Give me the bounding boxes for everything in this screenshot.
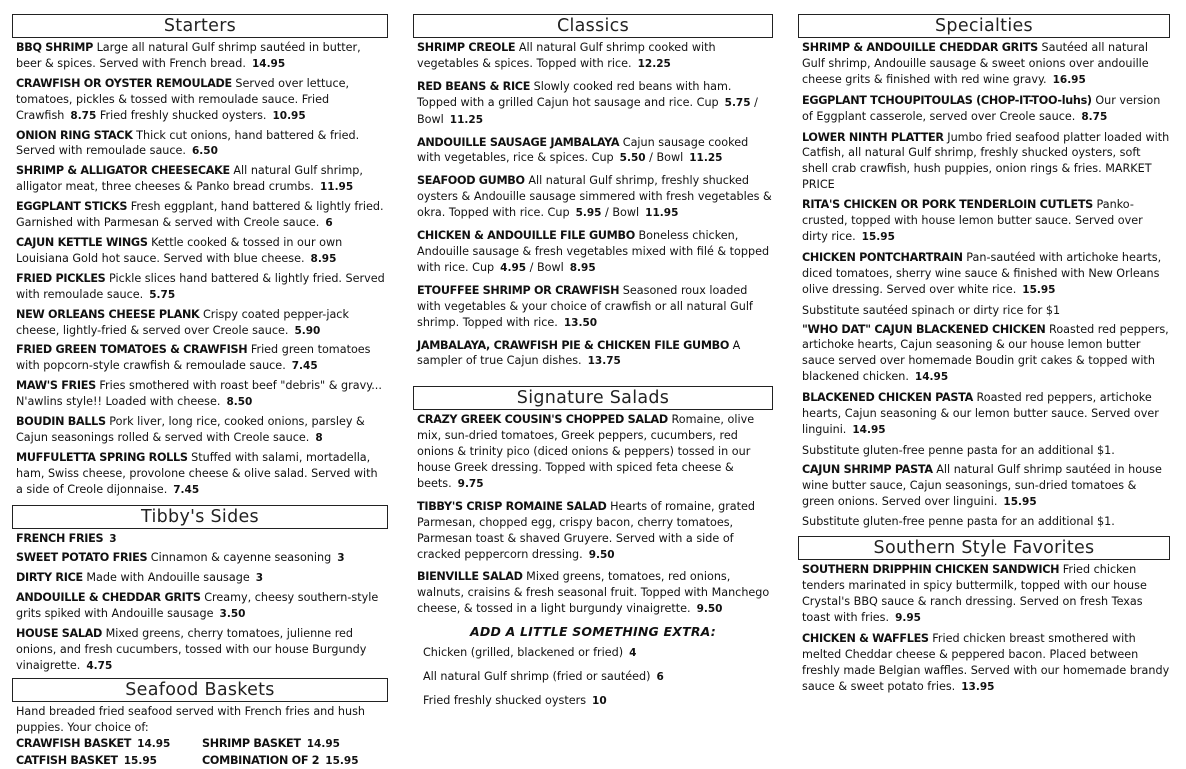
menu-item xyxy=(16,271,388,304)
menu-item xyxy=(802,40,1170,89)
item-desc: Served over lettuce, tomatoes, pickles & tossed with remoulade sauce. Fried Crawfish xyxy=(16,76,350,122)
item-name: FRIED GREEN TOMATOES & CRAWFISH xyxy=(16,343,248,357)
item-desc-2: / Bowl xyxy=(417,95,758,126)
item-price: 14.95 xyxy=(914,371,949,384)
item-desc: Fried green tomatoes with popcorn-style crawfish & remoulade sauce. xyxy=(16,343,371,373)
item-price: 5.95 xyxy=(575,207,602,220)
item-name: BBQ SHRIMP xyxy=(16,41,93,54)
salads-header: Signature Salads xyxy=(413,386,773,410)
menu-item xyxy=(417,135,773,168)
menu-item xyxy=(16,414,388,447)
item-desc: Fried chicken breast smothered with melted Cheddar cheese & peppered bacon. Placed between freshly made Belgian waffles. Served with our homemade brandy sauce & sweet potato fries. xyxy=(802,632,1170,693)
basket-name: CATFISH BASKET xyxy=(16,753,118,767)
item-price: 8.75 xyxy=(70,109,97,122)
menu-item xyxy=(16,163,388,196)
menu-item xyxy=(16,342,388,375)
menu-item xyxy=(417,569,773,618)
item-name: HOUSE SALAD xyxy=(16,627,103,641)
southern-header: Southern Style Favorites xyxy=(798,536,1170,560)
extra-price: 6 xyxy=(656,671,664,684)
item-price: 13.50 xyxy=(563,316,598,329)
menu-item xyxy=(417,338,773,371)
item-name: CAJUN SHRIMP PASTA xyxy=(802,462,933,476)
column-left xyxy=(12,14,388,769)
menu-item xyxy=(16,626,388,675)
item-desc: Fries smothered with roast beef "debris" & gravy... N'awlins style!! Loaded with cheese. xyxy=(16,379,382,409)
menu-item xyxy=(16,76,388,125)
menu-item xyxy=(16,199,388,232)
extra-price: 4 xyxy=(629,647,637,660)
item-name: SEAFOOD GUMBO xyxy=(417,174,525,188)
menu-item xyxy=(417,79,773,129)
item-desc: Our version of Eggplant casserole, served over Creole sauce. xyxy=(802,93,1161,123)
menu-item xyxy=(417,412,773,493)
item-name: SHRIMP & ALLIGATOR CHEESECAKE xyxy=(16,164,230,178)
item-name: CHICKEN & ANDOUILLE FILE GUMBO xyxy=(417,229,635,243)
item-name: NEW ORLEANS CHEESE PLANK xyxy=(16,307,200,321)
item-desc: Romaine, olive mix, sun-dried tomatoes, Greek peppers, cucumbers, red onions & trinity pico (diced onions & peppers) tossed in our house Greek dressing. Topped with spiced feta cheese & beets. xyxy=(417,413,755,490)
extra-label: Fried freshly shucked oysters xyxy=(423,694,587,708)
column-middle xyxy=(413,14,773,716)
classics-header: Classics xyxy=(413,14,773,38)
menu-item xyxy=(16,531,388,548)
item-name: RED BEANS & RICE xyxy=(417,79,531,93)
extras-title: ADD A LITTLE SOMETHING EXTRA: xyxy=(470,624,716,640)
item-price: 5.75 xyxy=(724,96,751,109)
menu-item xyxy=(417,40,773,73)
item-price: 4.75 xyxy=(86,659,113,672)
item-desc: Large all natural Gulf shrimp sautéed in butter, beer & spices. Served with French bread. xyxy=(16,41,361,70)
item-desc: Jumbo fried seafood platter loaded with Catfish, all natural Gulf shrimp, freshly shucked oysters, soft shell crab crawfish, hush puppies, onion rings & fries. MARKET PRICE xyxy=(802,130,1170,192)
item-desc: Pork liver, long rice, cooked onions, parsley & Cajun seasonings rolled & served with Creole sauce. xyxy=(16,415,365,444)
item-price-2: 8.95 xyxy=(569,261,596,274)
item-price: 12.25 xyxy=(637,57,671,70)
basket-price: 14.95 xyxy=(137,737,171,750)
item-desc: Kettle cooked & tossed in our own Louisiana Gold hot sauce. Served with blue cheese. xyxy=(16,235,343,265)
menu-item xyxy=(802,93,1170,126)
seafood-intro: Hand breaded fried seafood served with French fries and hush puppies. Your choice of: xyxy=(16,704,366,734)
item-desc: Sautéed all natural Gulf shrimp, Andouille sausage & sweet onions over andouille cheese grits & finished with red wine gravy. xyxy=(802,41,1149,86)
basket-item xyxy=(16,736,202,753)
item-price-2: 10.95 xyxy=(272,109,306,122)
item-desc: Mixed greens, cherry tomatoes, julienne red onions, and fresh cucumbers, tossed with our house Burgundy vinaigrette. xyxy=(16,627,367,672)
item-name: "WHO DAT" CAJUN BLACKENED CHICKEN xyxy=(802,322,1046,336)
item-note: Substitute gluten-free penne pasta for an additional $1. xyxy=(802,515,1115,529)
item-desc: Boneless chicken, Andouille sausage & fresh vegetables mixed with filé & topped with rice. Cup xyxy=(417,229,770,274)
item-desc: A sampler of true Cajun dishes. xyxy=(417,338,741,368)
item-name: BLACKENED CHICKEN PASTA xyxy=(802,391,973,405)
item-desc: Panko-crusted, topped with house lemon butter sauce. Served over dirty rice. xyxy=(802,198,1143,243)
item-name: MAW'S FRIES xyxy=(16,379,96,393)
item-name: CHICKEN PONTCHARTRAIN xyxy=(802,250,963,264)
item-price: 13.95 xyxy=(961,680,995,693)
menu-item xyxy=(802,130,1170,194)
item-desc: Pickle slices hand battered & lightly fried. Served with remoulade sauce. xyxy=(16,271,385,301)
menu-item xyxy=(802,197,1170,246)
menu-item xyxy=(16,307,388,340)
menu-item xyxy=(802,250,1170,299)
extra-price: 10 xyxy=(592,695,607,708)
item-name: SWEET POTATO FRIES xyxy=(16,551,148,565)
item-desc: Crispy coated pepper-jack cheese, lightly-fried & served over Creole sauce. xyxy=(16,307,349,337)
item-price: 6.50 xyxy=(191,145,218,158)
item-price: 14.95 xyxy=(251,57,286,70)
item-name: CHICKEN & WAFFLES xyxy=(802,632,929,645)
item-price: 5.90 xyxy=(294,324,321,337)
item-desc: Roasted red peppers, artichoke hearts, Cajun seasoning & our house lemon butter sauce served over homemade Boudin grit cakes & topped with blackened chicken. xyxy=(802,322,1169,384)
item-name: BIENVILLE SALAD xyxy=(417,570,523,584)
item-name: ANDOUILLE SAUSAGE JAMBALAYA xyxy=(417,135,620,149)
menu-item xyxy=(16,235,388,268)
item-name: SOUTHERN DRIPPHIN CHICKEN SANDWICH xyxy=(802,563,1060,577)
item-price: 8.95 xyxy=(310,252,337,265)
basket-item xyxy=(202,736,388,753)
item-price: 3 xyxy=(337,552,345,565)
basket-list xyxy=(16,736,388,769)
item-note: Substitute sautéed spinach or dirty rice for $1 xyxy=(802,303,1061,317)
menu-item xyxy=(417,228,773,277)
item-desc-2: Fried freshly shucked oysters. xyxy=(99,108,267,122)
item-price: 16.95 xyxy=(1052,73,1086,86)
sides-header: Tibby's Sides xyxy=(12,505,388,529)
menu-item xyxy=(417,283,773,332)
item-desc: Stuffed with salami, mortadella, ham, Swiss cheese, provolone cheese & olive salad. Served with a side of Creole dijonnaise. xyxy=(16,450,378,496)
item-desc: Cinnamon & cayenne seasoning xyxy=(150,551,332,565)
basket-name: CRAWFISH BASKET xyxy=(16,736,132,750)
item-name: CRAZY GREEK COUSIN'S CHOPPED SALAD xyxy=(417,413,668,427)
item-desc: Pan-sautéed with artichoke hearts, diced tomatoes, sherry wine sauce & finished with New Orleans olive dressing. Served over white rice. xyxy=(802,250,1162,296)
menu-item xyxy=(802,631,1170,696)
menu-item xyxy=(16,128,388,161)
item-desc-2: / Bowl xyxy=(649,151,684,165)
specialties-header: Specialties xyxy=(798,14,1170,38)
item-name: ETOUFFEE SHRIMP OR CRAWFISH xyxy=(417,283,620,297)
menu-item xyxy=(16,40,388,73)
menu-item xyxy=(417,173,773,222)
item-price: 11.95 xyxy=(319,181,354,194)
item-price: 15.95 xyxy=(1022,283,1056,296)
basket-name: COMBINATION OF 2 xyxy=(202,753,320,767)
item-name: SHRIMP & ANDOUILLE CHEDDAR GRITS xyxy=(802,41,1038,54)
item-desc: Seasoned roux loaded with vegetables & your choice of crawfish or all natural Gulf shrimp. Topped with rice. xyxy=(417,283,753,329)
item-desc: Fresh eggplant, hand battered & lightly fried. Garnished with Parmesan & served with Creole sauce. xyxy=(16,200,384,230)
item-price: 9.95 xyxy=(895,612,921,625)
basket-item xyxy=(202,753,388,769)
menu-item xyxy=(802,390,1170,439)
extra-item xyxy=(423,668,773,686)
item-name: SHRIMP CREOLE xyxy=(417,41,516,54)
item-name: JAMBALAYA, CRAWFISH PIE & CHICKEN FILE GUMBO xyxy=(417,338,730,352)
menu-item xyxy=(16,378,388,411)
item-price: 9.75 xyxy=(457,477,484,490)
basket-price: 15.95 xyxy=(123,754,157,767)
item-price-2: 11.95 xyxy=(645,207,679,220)
basket-price: 14.95 xyxy=(306,737,340,750)
item-name: RITA'S CHICKEN OR PORK TENDERLOIN CUTLETS xyxy=(802,198,1093,212)
item-desc: Hearts of romaine, grated Parmesan, chopped egg, crispy bacon, cherry tomatoes, Parmesan toast & shaved Gruyere. Served with a side of cracked peppercorn dressing. xyxy=(417,499,756,561)
starters-header: Starters xyxy=(12,14,388,38)
item-price: 7.45 xyxy=(173,483,200,496)
seafood-header: Seafood Baskets xyxy=(12,678,388,702)
item-name: CAJUN KETTLE WINGS xyxy=(16,235,148,249)
item-price: 6 xyxy=(325,217,333,230)
item-desc: Slowly cooked red beans with ham. Topped with a grilled Cajun hot sausage and rice. Cup xyxy=(417,79,732,109)
menu-item xyxy=(802,562,1170,627)
item-name: TIBBY'S CRISP ROMAINE SALAD xyxy=(417,499,607,513)
item-price: 14.95 xyxy=(852,423,886,436)
item-price-2: 11.25 xyxy=(449,113,483,126)
menu-item xyxy=(16,590,388,623)
item-price: 3.50 xyxy=(219,608,246,621)
item-name: EGGPLANT STICKS xyxy=(16,200,128,214)
basket-item xyxy=(16,753,202,769)
item-name: LOWER NINTH PLATTER xyxy=(802,130,944,144)
item-name: ANDOUILLE & CHEDDAR GRITS xyxy=(16,591,201,605)
basket-name: SHRIMP BASKET xyxy=(202,736,301,750)
item-price: 7.45 xyxy=(291,360,318,373)
basket-price: 15.95 xyxy=(325,754,359,767)
item-desc: All natural Gulf shrimp sautéed in house wine butter sauce, Cajun seasonings, sun-dried tomatoes & green onions. Served over linguini. xyxy=(802,462,1162,508)
item-name: FRIED PICKLES xyxy=(16,271,106,285)
menu-item xyxy=(16,570,388,587)
item-price-2: 11.25 xyxy=(689,152,723,165)
item-desc-2: / Bowl xyxy=(529,260,564,274)
item-name: DIRTY RICE xyxy=(16,571,83,585)
item-price: 15.95 xyxy=(1003,495,1037,508)
item-price: 8.50 xyxy=(226,396,253,409)
extra-item xyxy=(423,692,773,710)
menu-item xyxy=(417,499,773,564)
item-price: 5.50 xyxy=(619,152,646,165)
item-price: 13.75 xyxy=(587,355,621,368)
item-desc: Fried chicken tenders marinated in spicy buttermilk, topped with our house Crystal's BBQ sauce & ranch dressing. Served on fresh Texas toast with fries. xyxy=(802,563,1147,625)
item-name: CRAWFISH OR OYSTER REMOULADE xyxy=(16,76,232,90)
column-right xyxy=(798,14,1170,700)
item-desc: Roasted red peppers, artichoke hearts, Cajun seasoning & our lemon butter sauce. Served over linguini. xyxy=(802,391,1159,436)
extra-item xyxy=(423,644,773,662)
menu-item xyxy=(802,462,1170,511)
item-name: MUFFULETTA SPRING ROLLS xyxy=(16,450,188,464)
item-note: Substitute gluten-free penne pasta for an additional $1. xyxy=(802,443,1115,457)
item-desc-2: / Bowl xyxy=(605,206,640,220)
item-name: EGGPLANT TCHOUPITOULAS (CHOP-IT-TOO-luhs) xyxy=(802,93,1092,107)
item-name: ONION RING STACK xyxy=(16,128,133,142)
item-desc: Cajun sausage cooked with vegetables, rice & spices. Cup xyxy=(417,135,749,165)
item-desc: Thick cut onions, hand battered & fried. Served with remoulade sauce. xyxy=(16,128,360,158)
extra-label: Chicken (grilled, blackened or fried) xyxy=(423,646,624,660)
item-price: 9.50 xyxy=(696,603,723,616)
item-price: 4.95 xyxy=(500,261,527,274)
extra-label: All natural Gulf shrimp (fried or sautéed) xyxy=(423,670,651,684)
item-name: FRENCH FRIES xyxy=(16,531,104,545)
menu-item xyxy=(16,550,388,567)
item-desc: Made with Andouille sausage xyxy=(86,571,250,585)
item-price: 3 xyxy=(255,572,264,585)
item-price: 8.75 xyxy=(1081,110,1108,123)
item-desc: All natural Gulf shrimp cooked with vegetables & spices. Topped with rice. xyxy=(417,41,716,70)
item-price: 8 xyxy=(315,431,323,444)
item-desc: All natural Gulf shrimp, alligator meat, three cheeses & Panko bread crumbs. xyxy=(16,164,363,194)
item-price: 9.50 xyxy=(588,548,615,561)
item-desc: Mixed greens, tomatoes, red onions, walnuts, craisins & fresh seasonal fruit. Topped with Manchego cheese, & tossed in a light burgundy vinaigrette. xyxy=(417,570,770,616)
item-price: 15.95 xyxy=(861,230,895,243)
item-name: BOUDIN BALLS xyxy=(16,415,106,429)
item-desc: Creamy, cheesy southern-style grits spiked with Andouille sausage xyxy=(16,591,379,621)
item-price: 5.75 xyxy=(149,288,176,301)
menu-item xyxy=(16,450,388,499)
menu-item xyxy=(802,322,1170,387)
item-desc: All natural Gulf shrimp, freshly shucked oysters & Andouille sausage simmered with fresh vegetables & okra. Topped with rice. Cup xyxy=(417,174,772,220)
item-price: 3 xyxy=(109,532,117,545)
